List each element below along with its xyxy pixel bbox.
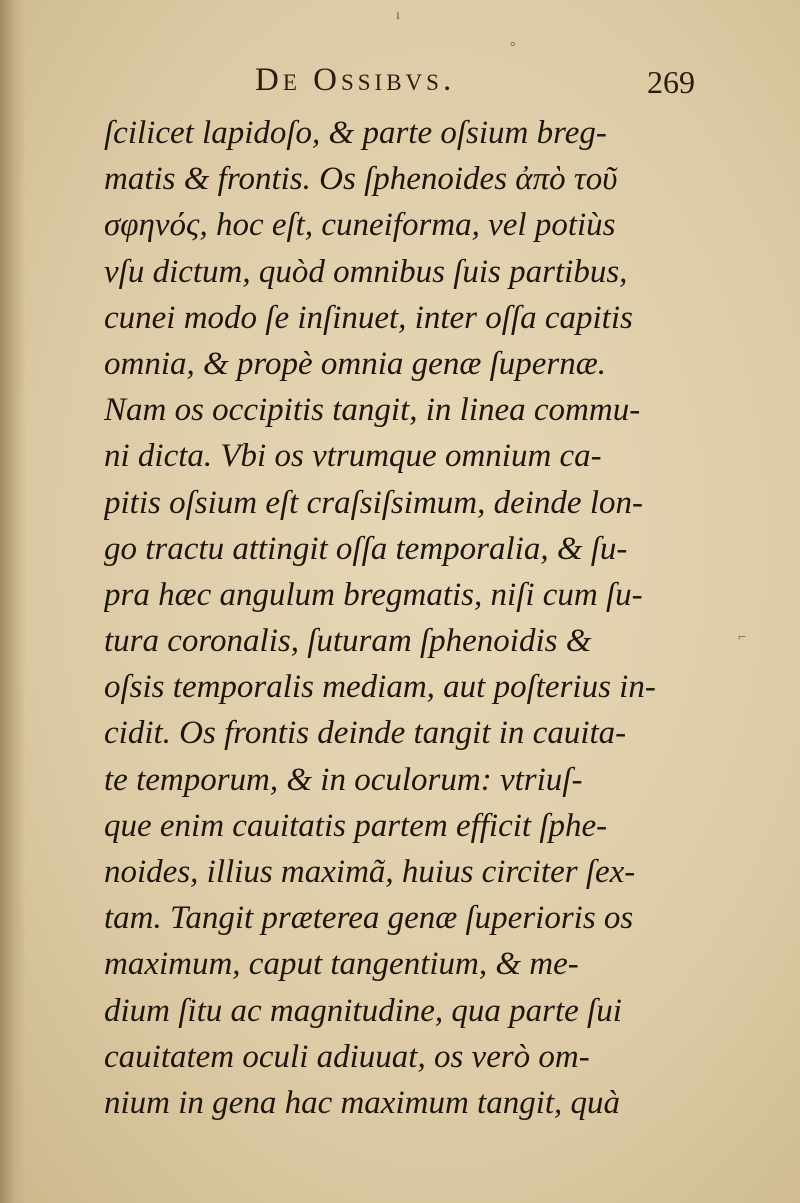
text-line: noides, illius maximã, huius circiter ſex-: [104, 854, 636, 890]
text-line: cidit. Os frontis deinde tangit in cauita-: [104, 715, 627, 752]
text-line: tam. Tangit præterea genæ ſuperioris os: [104, 900, 634, 937]
paper-speck: ⌐: [738, 630, 746, 645]
text-line: pra hæc angulum bregmatis, niſi cum ſu-: [104, 576, 643, 613]
text-line: Nam os occipitis tangit, in linea commu-: [104, 392, 641, 429]
text-line: vſu dictum, quòd omnibus ſuis partibus,: [104, 253, 628, 290]
page-header: [255, 62, 695, 112]
text-line: omnia, & propè omnia genæ ſupernæ.: [104, 345, 607, 382]
text-line: σφηνός, hoc eſt, cuneiforma, vel potiùs: [104, 207, 616, 244]
text-line: cunei modo ſe inſinuet, inter oſſa capitis: [104, 299, 633, 336]
text-line: oſsis temporalis mediam, aut poſterius in-: [104, 669, 656, 706]
spine-shadow: [0, 0, 26, 1203]
body-text: [104, 110, 679, 1126]
text-line: cauitatem oculi adiuuat, os verò om-: [104, 1038, 590, 1075]
text-line: te temporum, & in oculorum: vtriuſ-: [104, 761, 583, 798]
text-line: dium ſitu ac magnitudine, qua parte ſui: [104, 992, 622, 1029]
paper-speck: ı: [396, 8, 400, 23]
text-line: nium in gena hac maximum tangit, quà: [104, 1084, 621, 1121]
text-line: pitis oſsium eſt craſsiſsimum, deinde lon-: [104, 484, 643, 521]
text-line: ſcilicet lapidoſo, & parte oſsium breg-: [104, 115, 607, 151]
page-number: 269: [647, 64, 695, 100]
running-title: De Ossibvs.: [255, 62, 456, 98]
text-line: ni dicta. Vbi os vtrumque omnium ca-: [104, 438, 602, 475]
text-line: maximum, caput tangentium, & me-: [104, 946, 579, 983]
text-line: tura coronalis, ſuturam ſphenoidis &: [104, 623, 592, 660]
paper-speck: °: [510, 40, 516, 55]
text-line: matis & frontis. Os ſphenoides ἀπὸ τοῦ: [104, 161, 618, 198]
text-line: que enim cauitatis partem efficit ſphe-: [104, 807, 608, 844]
text-line: go tractu attingit oſſa temporalia, & ſu-: [104, 530, 628, 567]
